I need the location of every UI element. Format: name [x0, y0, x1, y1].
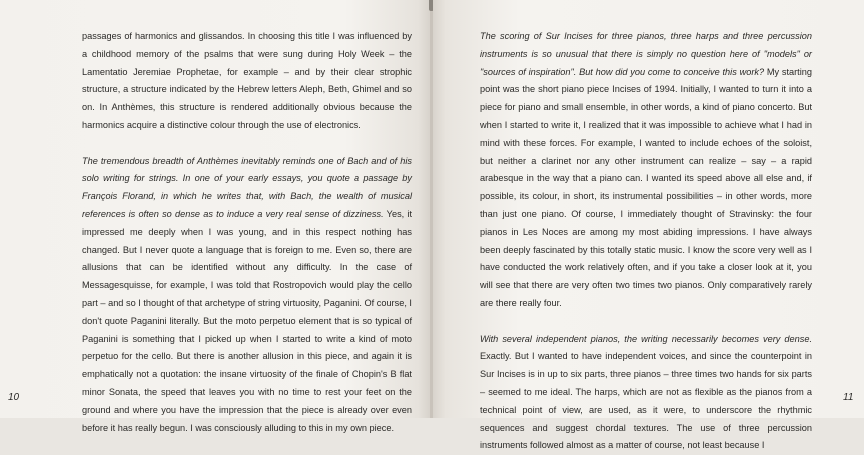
- question-text: With several independent pianos, the writing necessarily becomes very dense.: [480, 333, 812, 344]
- paragraph: [82, 28, 412, 135]
- question-text: The tremendous breadth of Anthèmes inevitably reminds one of Bach and of his solo writing for strings. In one of your early essays, you quote a passage by François Florand, in which he writes that, with Bach, the wealth of musical references is often so dense as to induce a very real sense of dizziness.: [82, 155, 412, 219]
- paragraph: [480, 28, 812, 313]
- paragraph: [480, 331, 812, 455]
- right-page: [433, 0, 864, 451]
- question-text: The scoring of Sur Incises for three pianos, three harps and three percussion instruments is so unusual that there is simply no question here of "models" or "sources of inspiration". But how did you come to conceive this work?: [480, 31, 812, 77]
- answer-text: Yes, it impressed me deeply when I was young, and in this respect nothing has changed. But I never quote a language that is foreign to me. Even so, there are allusions that can be identified without any difficulty. In the case of Messagesquisse, for example, I was told that Rostropovich would play the cello part – and so I thought of that archetype of string virtuosity, Paganini. Of course, I don't quote Paganini literally. But the moto perpetuo element that is so typical of Paganini is something that I picked up when I started to write a kind of moto perpetuo for the cello. But there is another allusion in this piece, and again it is emphatically not a quotation: the insane virtuosity of the finale of Chopin's B flat minor Sonata, the speed that leaves you with no time to rest your feet on the ground and where you have the impression that the piece is already over even before it has really begun. I was consciously alluding to this in my own piece.: [82, 208, 413, 433]
- answer-text: Exactly. But I wanted to have independent voices, and since the counterpoint in Sur Incises is in up to six parts, three pianos – three times two hands for six parts – seemed to me ideal. The harps, which are not as flexible as the pianos from a technical point of view, are used, as it were, to underscore the rhythmic sequences and suggest chordal textures. The use of three percussion instruments followed almost as a matter of course, not least because I: [480, 351, 812, 451]
- page-number: 11: [843, 392, 854, 403]
- paragraph: [82, 153, 412, 438]
- page-number: 10: [8, 392, 20, 403]
- right-page-text: [480, 28, 812, 455]
- left-page: [0, 0, 431, 433]
- left-page-text: [82, 28, 412, 437]
- answer-text: My starting point was the short piano piece Incises of 1994. Initially, I wanted to turn it into a piece for piano and small ensemble, in other words, a kind of piano concerto. But when I started to write it, I realized that it was impossible to achieve what I had in mind with these forces. For example, I wanted to include echoes of the soloist, but neither a clarinet nor any other instrument can realize – say – a rapid arabesque in the way that a piano can. I wanted its speed above all else and, if possible, its colour, in short, its instrumental possibilities – in other words, more than just one piano. Of course, I immediately thought of Stravinsky: the four pianos in Les Noces are among my most abiding impressions. I have always been deeply fascinated by this totally static music. I know the score very well as I have conducted the work relatively often, and if you take a closer look at it, you will see that there are very often two times two pianos. Only comparatively rarely are there really four.: [480, 66, 812, 308]
- answer-text: passages of harmonics and glissandos. In choosing this title I was influenced by a childhood memory of the psalms that were sung during Holy Week – the Lamentatio Jeremiae Prophetae, for example – and by their clear strophic structure, a structure indicated by the Hebrew letters Aleph, Beth, Ghimel and so on. In Anthèmes, this structure is rendered additionally obvious because the harmonics acquire a distinctive colour through the use of electronics.: [82, 31, 412, 130]
